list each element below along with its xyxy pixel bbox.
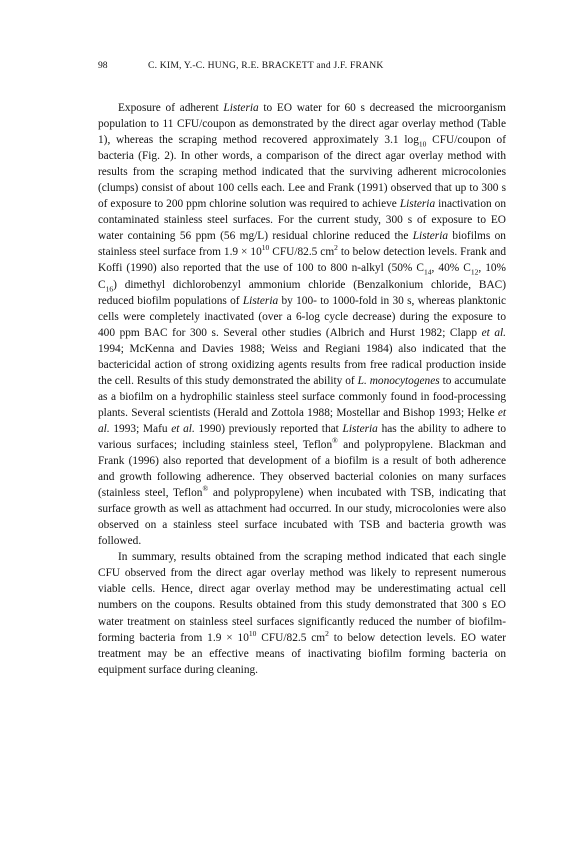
paragraph-2-text: CFU/82.5 cm [256, 631, 326, 644]
paragraph-1-text: biofilms on stainless steel surface from 1.9 × 10 [98, 230, 506, 259]
paragraph-1-text: CFU/coupon of bacteria (Fig. 2). In other words, a comparison of the direct agar overlay method with results from the scraping method indicated that the surviving adherent microcolonies (clumps) consist of about 100 cells each. Lee and Frank (1991) observed that up to 300 s of exposure to 200 ppm chlorine solution was required to achieve [98, 134, 507, 211]
species-name: Listeria [399, 198, 436, 211]
et-al: et al. [481, 326, 506, 339]
registered-mark: ® [332, 436, 338, 446]
paragraph-1-text: and polypropylene) when incubated with TSB, indicating that surface growth as well as attachment had occurred. In our study, microcolonies were also observed on a stainless steel surface incubated with TSB and bacteria growth was followed. [98, 487, 506, 548]
paragraph-1-text: , 40% C [431, 262, 471, 275]
species-name: Listeria [342, 422, 378, 435]
superscript: 2 [325, 628, 329, 638]
paragraph-1-text: ) dimethyl dichlorobenzyl ammonium chloride (Benzalkonium chloride, BAC) reduced biofilm populations of [98, 278, 506, 307]
paragraph-1-text: CFU/82.5 cm [269, 246, 335, 259]
species-name: Listeria [412, 230, 449, 243]
paragraph-1-text: , 10% C [98, 262, 506, 291]
et-al: et al. [171, 422, 195, 435]
subscript: 10 [418, 139, 427, 149]
paragraph-2-text: In summary, results obtained from the scraping method indicated that each single CFU observed from the direct agar overlay method was likely to represent numerous viable cells. Hence, direct agar overlay method may be underestimating actual cell numbers on the coupons. Results obtained from this study demonstrated that 300 s EO water treatment on stainless steel surfaces significantly reduced the number of biofilm-forming bacteria from 1.9 × 10 [98, 551, 506, 644]
superscript: 10 [248, 628, 257, 638]
subscript: 14 [424, 267, 432, 277]
body-text [98, 100, 506, 678]
paragraph-1-text: and polypropylene. Blackman and Frank (1996) also reported that development of a biofilm is a result of both adherence and growth following adherence. They observed bacterial colonies on many surfaces (stainless steel, Teflon [98, 438, 506, 500]
running-head: C. KIM, Y.-C. HUNG, R.E. BRACKETT and J.F. FRANK [148, 60, 384, 71]
subscript: 16 [105, 283, 114, 293]
subscript: 12 [470, 267, 479, 277]
species-name: L. monocytogenes [357, 374, 440, 387]
et-al: et al. [98, 406, 506, 435]
paragraph-1-text: has the ability to adhere to various surfaces; including stainless steel, Teflon [98, 422, 506, 451]
registered-mark: ® [202, 484, 209, 494]
paragraph-1-text: inactivation on contaminated stainless steel surfaces. For the current study, 300 s of exposure to EO water containing 56 ppm (56 mg/L) residual chlorine reduced the [98, 198, 506, 243]
page-number: 98 [98, 60, 108, 71]
paragraph-1-text: to below detection levels. Frank and Koffi (1990) also reported that the use of 100 to 800 n-alkyl (50% C [98, 246, 506, 275]
species-name: Listeria [223, 102, 259, 114]
species-name: Listeria [242, 294, 279, 307]
superscript: 2 [334, 243, 338, 253]
paragraph-1-text: Exposure of adherent [118, 102, 224, 114]
paragraph-1-text: to EO water for 60 s decreased the microorganism population to 11 CFU/coupon as demonstrated by the direct agar overlay method (Table 1), whereas the scraping method recovered approximately 3.1 log [98, 102, 506, 147]
paragraph-1-text: 1990) previously reported that [194, 422, 343, 435]
paragraph-1-text: 1993; Mafu [109, 422, 172, 435]
paragraph-1-text: by 100- to 1000-fold in 30 s, whereas planktonic cells were completely inactivated (over a 6-log cycle decrease) during the exposure to 400 ppm BAC for 300 s. Several other studies (Albrich and Hurst 1982; Clapp [98, 294, 507, 339]
paragraph-1-text: 1994; McKenna and Davies 1988; Weiss and Regiani 1984) also indicated that the bactericidal action of strong oxidizing agents results from free radical production inside the cell. Results of this study demonstrated the ability of [98, 342, 506, 387]
superscript: 10 [261, 243, 270, 253]
paragraph-1 [98, 100, 506, 549]
paragraph-2 [98, 549, 506, 677]
paragraph-2-text: to below detection levels. EO water treatment may be an effective means of inactivating biofilm forming bacteria on equipment surface during cleaning. [98, 631, 507, 676]
paragraph-1-text: to accumulate as a biofilm on a hydrophilic stainless steel surface commonly found in food-processing plants. Several scientists (Herald and Zottola 1988; Mostellar and Bishop 1993; Helke [98, 374, 506, 419]
page-header [98, 60, 506, 76]
